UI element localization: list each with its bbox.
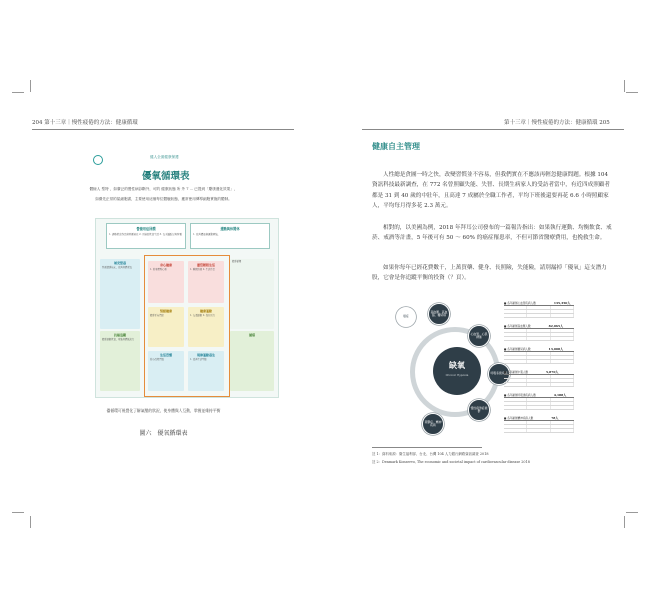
node-respiratory: 呼吸系統疾病 (488, 363, 510, 385)
stat-table (504, 393, 574, 410)
panel-text: 健康循環 (232, 260, 242, 263)
stat-table (504, 416, 574, 433)
panel-title: 抗癌追蹤 (113, 333, 126, 337)
body-paragraph: 人性總是貪圖一時之快，改變習慣並不容易，但我們實在不應該再輕忽健康問題。根據 104 資訊科技最新調查，在 772 名曾照顧失能、失智、長期生病家人的受訪者當中，有近四成照顧者都是 31 到 40 歲的中壯年，且高達 7 成屬於全職工作者，平均下班後還要再花 6.6 小時照顧家人，平均每月得多花 2.3 萬元。 (372, 172, 610, 210)
section-title: 健康自主管理 (372, 141, 420, 151)
footnote: 註 1：資料來源：衛生福利部、台北、台灣 104 人力銀行網路資訊調查 2018 (372, 452, 489, 456)
node-metabolic: 高血壓、高血脂、糖尿病 (428, 303, 450, 325)
right-panel (188, 307, 224, 347)
crop-mark (626, 512, 638, 513)
table-label: ■ 各年齡層糖尿病人數 (504, 348, 531, 351)
node-fatigue: 慢性疲勞症候群 (468, 399, 490, 421)
stat-table (504, 301, 574, 318)
table-label: ■ 各年齡層呼吸道疾病人數 (504, 394, 536, 397)
panel-title: 健康運動 (199, 309, 212, 313)
crop-mark (626, 92, 638, 93)
table-value: 82,065人 (548, 324, 564, 328)
table-label: ■ 各年齡層高血壓人數 (504, 325, 531, 328)
panel-text: 從小改變習慣 (150, 358, 164, 361)
panel-text: 1. 從身體到心靈 (150, 268, 167, 271)
footnote-rule (372, 447, 482, 448)
panel-title: 補充營養 (113, 261, 126, 265)
center-sublabel: Chronic Hypoxia (445, 373, 469, 377)
box-title: 營養用法回饋 (136, 227, 156, 231)
header-rule (362, 129, 624, 130)
node-cardio: 心血管、心肌梗塞 (468, 325, 490, 347)
right-panel (188, 351, 224, 391)
box-text: 1. 調整飲食作息與營養補充 2. 正確的飲食生活 3. 每天攝取足夠營養 (109, 233, 182, 236)
panel-text: 1. 每週運動 2. 保持活力 (190, 314, 215, 317)
crop-mark (12, 92, 24, 93)
crop-mark (30, 516, 31, 528)
stat-table (504, 324, 574, 341)
cycle-diagram (95, 218, 279, 398)
panel-title: 身心健康 (159, 263, 172, 267)
table-label: ■ 各年齡層心血管疾病人數 (504, 302, 536, 305)
box-text: 1. 改善體能與運動增強。 (193, 233, 220, 236)
panel-title: 優質睡眠生活 (196, 263, 215, 267)
node-cancer: 癌症 (396, 307, 416, 327)
hypoxia-diagram (388, 305, 523, 440)
table-label: ■ 各年齡層中風人數 (504, 371, 529, 374)
node-mental: 憂鬱症、精神疾病 (422, 413, 444, 435)
panel-title: 規律運動養生 (196, 353, 215, 357)
crop-mark (12, 512, 24, 513)
center-panel (148, 351, 184, 391)
box-title: 運動與休閒休 (220, 227, 240, 231)
left-panel (100, 331, 140, 391)
center-panel (148, 307, 184, 347)
running-header: 204 第十三章｜慢性疲倦的方法：健康循環 (32, 120, 138, 126)
left-panel (100, 259, 140, 329)
panel-title: 情緒健康 (159, 309, 172, 313)
stat-table (504, 347, 574, 364)
table-label: ■ 各年齡層精神疾病人數 (504, 417, 534, 420)
hypoxia-center (433, 347, 481, 395)
running-header: 第十三章｜慢性疲倦的方法：健康循環 205 (504, 120, 610, 126)
figure-caption: 圖六 優氧循環表 (139, 430, 188, 437)
crop-mark (624, 80, 625, 92)
figure-intro-line: 體檢人 型特 ，如廣泛的慢性病診斷外，可的 健康狀態 所 外 7 ... 已提到「慶康運化效果」， (89, 187, 238, 191)
figure-intro-line: 如優先正常的氣細胞書，主要使用這個每位體驗狀態，應常使用傳導細胞實施的體制。 (95, 197, 232, 201)
table-value: 13,008人 (548, 347, 564, 351)
table-value: 135,350人 (553, 301, 571, 305)
right-side-panel (230, 331, 274, 391)
center-panel (148, 261, 184, 303)
right-page (328, 0, 655, 609)
panel-text: 1. 睡眠時間 2. 生活作息 (190, 268, 215, 271)
body-paragraph: 相對的，以美國為例，2018 年拜耳公司發布的一篇報告指出：如果執行運動、均衡飲食、戒菸、戒酒等計畫，5 年後可有 50 ～ 60% 的癌症罹患率，不但可節省醫療費用，也挽救生命。 (372, 225, 612, 242)
panel-title: 循環 (248, 333, 255, 337)
stat-table (504, 370, 574, 387)
footnote: 註 2：Denmark Konservo, The economic and societal impact of cardiovascular disease 2018 (372, 460, 530, 464)
panel-title: 生活習慣 (159, 353, 172, 357)
panel-text: 健康正向情緒 (150, 314, 164, 317)
figure-title: 優氧循環表 (142, 171, 190, 182)
figure-note: 優循環可視覺化了解氣壓的狀況，使身體與人互動，掌握並維持平衡 (106, 408, 221, 413)
circle-logo-icon (93, 155, 103, 165)
panel-text: 健康運動飲食，增強身體抵抗力 (102, 338, 135, 341)
right-panel (188, 261, 224, 303)
table-value: 78人 (551, 416, 559, 420)
crop-mark (30, 80, 31, 92)
center-label: 缺氧 (449, 360, 465, 370)
body-paragraph: 如果你每年已經花費數千，上萬買藥、健身、長照險，失能險，請別漏掉「優氧」這支潛力股，它會是你追蹤平衡的投資（？頁）。 (372, 265, 607, 282)
figure-subtitle: 健人全面健康保護 (150, 155, 179, 159)
table-value: 4,188人 (553, 393, 567, 397)
crop-mark (624, 516, 625, 528)
panel-text: 營養健康補充，改善身體素質 (102, 266, 132, 269)
right-side-panel (230, 259, 274, 329)
top-right-box (190, 223, 270, 249)
top-left-box (106, 223, 186, 249)
panel-text: 1. 改善生活型態 (190, 358, 207, 361)
header-rule (32, 129, 294, 130)
left-page (0, 0, 327, 609)
table-value: 5,870人 (546, 370, 559, 374)
